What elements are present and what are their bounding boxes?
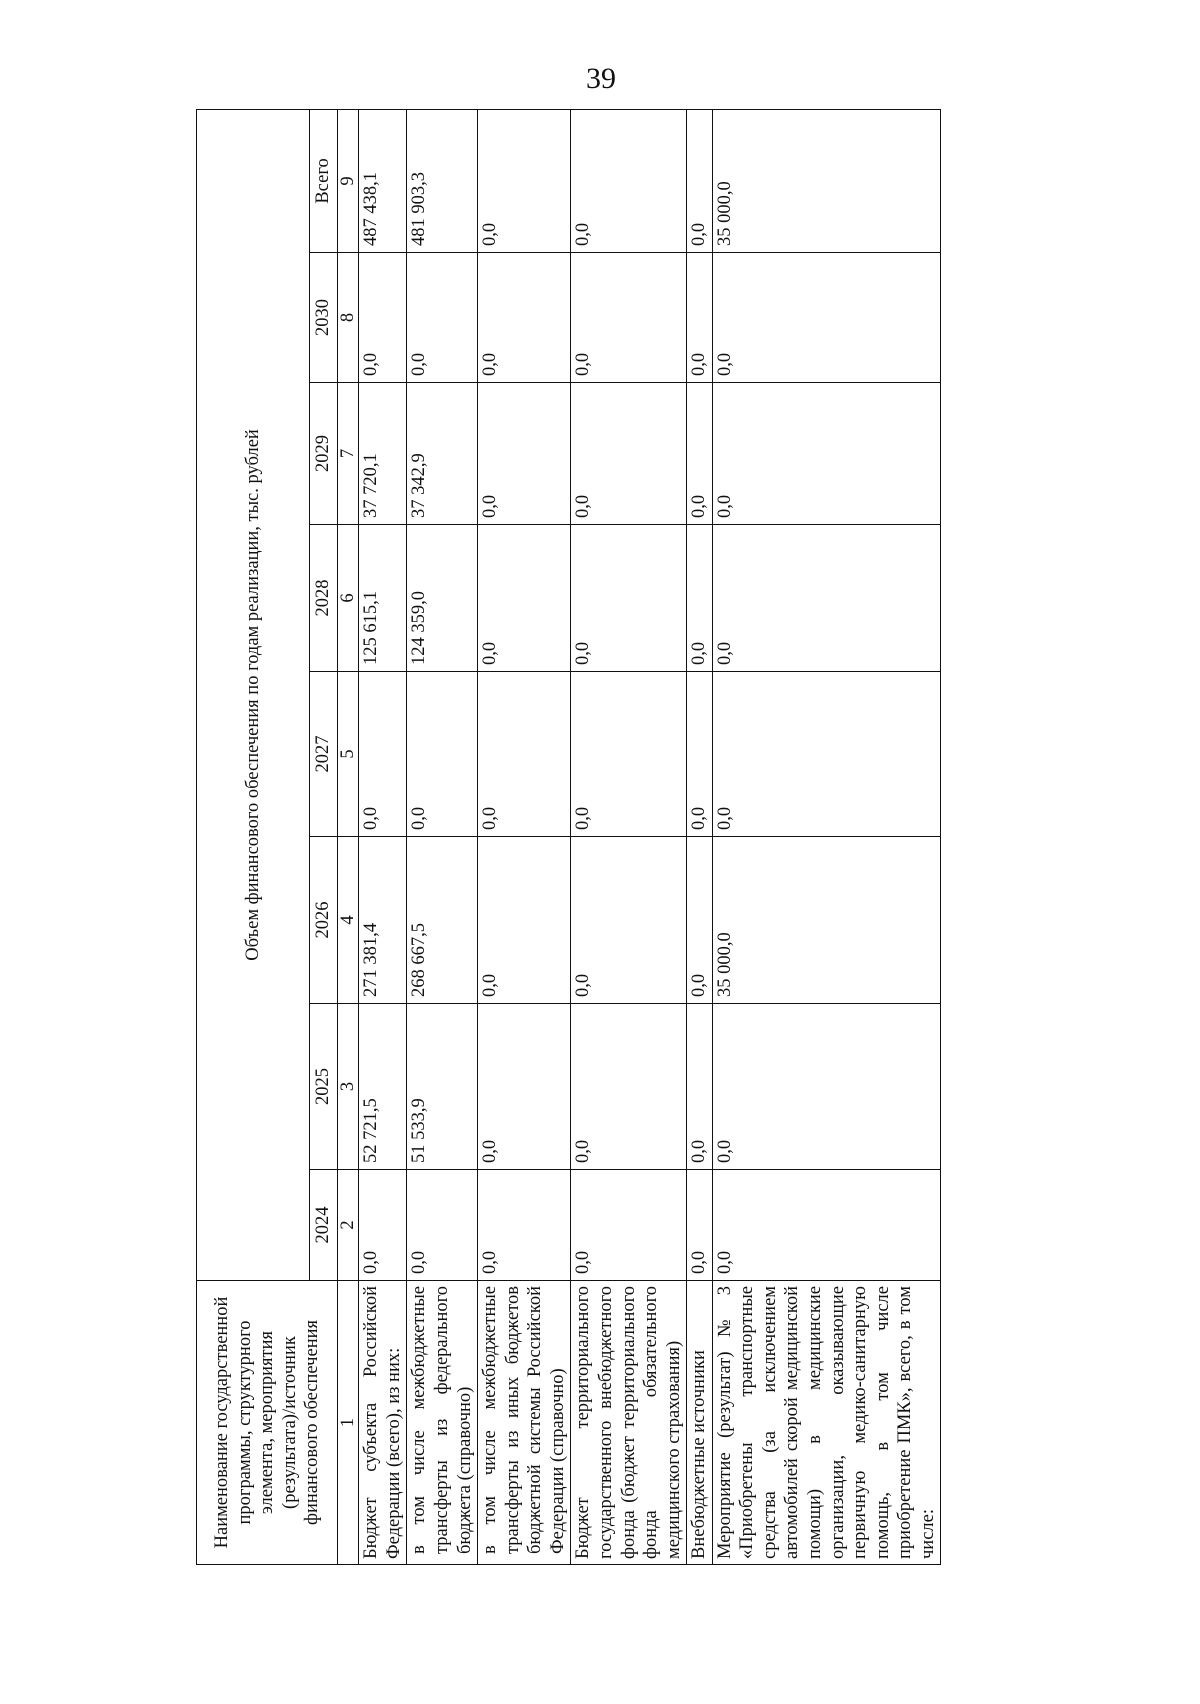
row-value: 0,0 xyxy=(571,1170,687,1281)
row-value: 0,0 xyxy=(571,672,687,837)
year-header: 2027 xyxy=(310,672,338,837)
row-name: Бюджет территориального государственного внебюджетного фонда (бюджет территориального фонда обязательного медицинского страхования) xyxy=(571,1281,687,1565)
row-value: 0,0 xyxy=(478,525,571,672)
row-value: 0,0 xyxy=(359,672,407,837)
row-value: 0,0 xyxy=(478,837,571,1004)
column-index: 2 xyxy=(338,1170,359,1281)
row-value: 0,0 xyxy=(571,253,687,383)
row-total: 0,0 xyxy=(687,109,713,252)
column-index: 4 xyxy=(338,837,359,1004)
rotated-table-wrapper xyxy=(196,110,938,1565)
row-value: 0,0 xyxy=(687,1004,713,1170)
row-value: 0,0 xyxy=(687,253,713,383)
row-value: 0,0 xyxy=(712,253,941,383)
row-total: 487 438,1 xyxy=(359,109,407,252)
row-value: 0,0 xyxy=(478,672,571,837)
column-index: 7 xyxy=(338,383,359,525)
row-value: 271 381,4 xyxy=(359,837,407,1004)
table-row xyxy=(712,109,941,1564)
row-name: в том числе межбюджетные трансферты из федерального бюджета (справочно) xyxy=(407,1281,478,1565)
row-value: 0,0 xyxy=(571,837,687,1004)
year-header: 2026 xyxy=(310,837,338,1004)
column-index: 6 xyxy=(338,525,359,672)
year-header: 2028 xyxy=(310,525,338,672)
row-total: 0,0 xyxy=(571,109,687,252)
row-value: 0,0 xyxy=(687,672,713,837)
row-value: 52 721,5 xyxy=(359,1004,407,1170)
row-total: 481 903,3 xyxy=(407,109,478,252)
row-value: 37 342,9 xyxy=(407,383,478,525)
row-value: 125 615,1 xyxy=(359,525,407,672)
row-value: 0,0 xyxy=(407,1170,478,1281)
row-value: 0,0 xyxy=(687,837,713,1004)
row-value: 0,0 xyxy=(478,1170,571,1281)
row-value: 0,0 xyxy=(571,383,687,525)
row-value: 0,0 xyxy=(478,253,571,383)
column-index: 3 xyxy=(338,1004,359,1170)
row-value: 0,0 xyxy=(478,383,571,525)
row-value: 0,0 xyxy=(478,1004,571,1170)
row-value: 0,0 xyxy=(571,1004,687,1170)
column-index: 1 xyxy=(338,1281,359,1565)
row-name: в том числе межбюджетные трансферты из иных бюджетов бюджетной системы Российской Федерации (справочно) xyxy=(478,1281,571,1565)
row-value: 0,0 xyxy=(712,672,941,837)
column-index: 5 xyxy=(338,672,359,837)
column-index: 8 xyxy=(338,253,359,383)
column-index: 9 xyxy=(338,109,359,252)
row-value: 0,0 xyxy=(687,1170,713,1281)
table-row xyxy=(478,109,571,1564)
row-value: 37 720,1 xyxy=(359,383,407,525)
total-header: Всего xyxy=(310,109,338,252)
table-row xyxy=(687,109,713,1564)
table-row xyxy=(359,109,407,1564)
row-value: 0,0 xyxy=(687,525,713,672)
volume-header: Объем финансового обеспечения по годам реализации, тыс. рублей xyxy=(197,109,310,1280)
row-value: 124 359,0 xyxy=(407,525,478,672)
row-value: 0,0 xyxy=(712,1004,941,1170)
row-name: Мероприятие (результат) № 3 «Приобретены транспортные средства (за исключением автомобилей скорой медицинской помощи) в медицинские организации, оказывающие первичную медико-санитарную помощь, в том числе приобретение ПМК», всего, в том числе: xyxy=(712,1281,941,1565)
row-value: 0,0 xyxy=(712,525,941,672)
row-value: 0,0 xyxy=(407,672,478,837)
year-header: 2029 xyxy=(310,383,338,525)
row-value: 0,0 xyxy=(359,1170,407,1281)
row-value: 0,0 xyxy=(407,253,478,383)
row-total: 35 000,0 xyxy=(712,109,941,252)
year-header: 2030 xyxy=(310,253,338,383)
name-column-header: Наименование государственной программы, структурного элемента, мероприятия (результата)/источник финансового обеспечения xyxy=(197,1281,338,1565)
row-value: 0,0 xyxy=(359,253,407,383)
page-number: 39 xyxy=(586,62,616,95)
row-value: 268 667,5 xyxy=(407,837,478,1004)
year-header: 2024 xyxy=(310,1170,338,1281)
row-value: 0,0 xyxy=(712,1170,941,1281)
table-row xyxy=(571,109,687,1564)
row-name: Бюджет субъекта Российской Федерации (всего), из них: xyxy=(359,1281,407,1565)
year-header: 2025 xyxy=(310,1004,338,1170)
financing-table xyxy=(196,109,941,1565)
row-value: 0,0 xyxy=(712,383,941,525)
row-value: 51 533,9 xyxy=(407,1004,478,1170)
row-value: 35 000,0 xyxy=(712,837,941,1004)
row-total: 0,0 xyxy=(478,109,571,252)
row-name: Внебюджетные источники xyxy=(687,1281,713,1565)
row-value: 0,0 xyxy=(687,383,713,525)
table-row xyxy=(407,109,478,1564)
row-value: 0,0 xyxy=(571,525,687,672)
